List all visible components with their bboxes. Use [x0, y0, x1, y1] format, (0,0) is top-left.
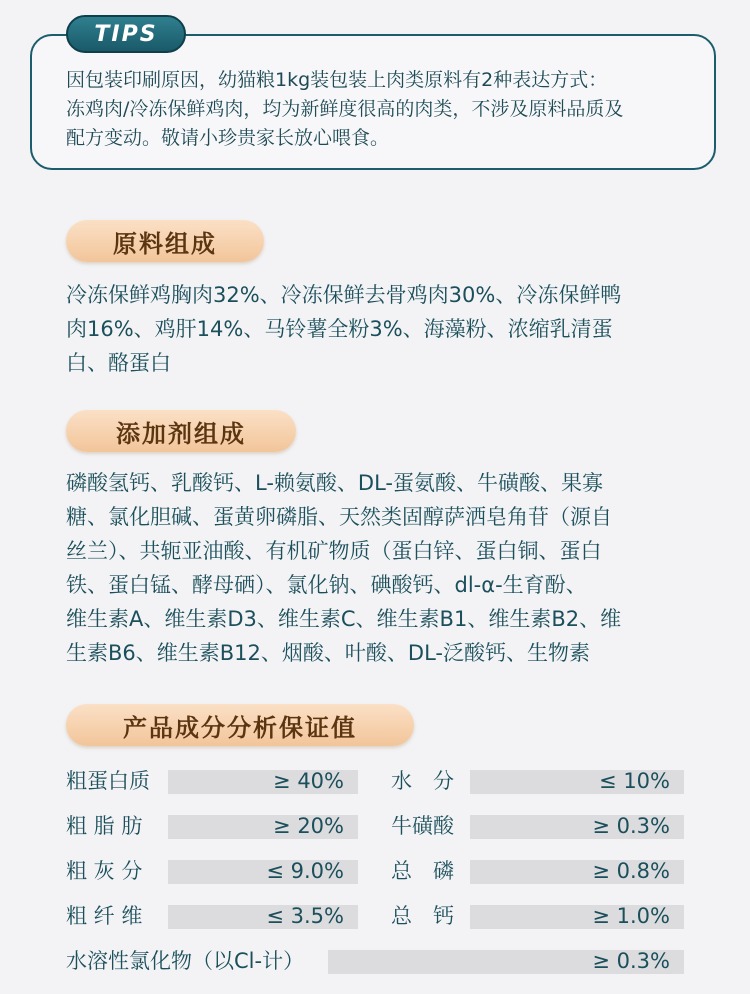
ingredients-text	[66, 278, 696, 380]
analysis-value: ≤ 10%	[599, 769, 670, 793]
tips-line: 因包装印刷原因，幼猫粮1kg装包装上肉类原料有2种表达方式：	[66, 69, 608, 91]
additives-text	[66, 466, 696, 670]
analysis-value: ≥ 1.0%	[592, 904, 670, 928]
analysis-row	[0, 813, 750, 839]
analysis-title: 产品成分分析保证值	[66, 704, 414, 746]
analysis-value: ≤ 9.0%	[266, 859, 344, 883]
analysis-row	[0, 768, 750, 794]
analysis-label: 粗 灰 分	[66, 859, 143, 883]
analysis-label: 粗蛋白质	[66, 769, 150, 793]
analysis-label: 粗 纤 维	[66, 904, 143, 928]
tips-badge: TIPS	[66, 15, 186, 53]
additives-line: 生素B6、维生素B12、烟酸、叶酸、DL-泛酸钙、生物素	[66, 641, 590, 665]
additives-line: 磷酸氢钙、乳酸钙、L-赖氨酸、DL-蛋氨酸、牛磺酸、果寡	[66, 471, 603, 495]
additives-line: 糖、氯化胆碱、蛋黄卵磷脂、天然类固醇萨洒皂角苷（源自	[66, 505, 612, 529]
additives-line: 丝兰）、共轭亚油酸、有机矿物质（蛋白锌、蛋白铜、蛋白	[66, 539, 602, 563]
tips-line: 配方变动。敬请小珍贵家长放心喂食。	[66, 127, 390, 149]
tips-line: 冻鸡肉/冷冻保鲜鸡肉，均为新鲜度很高的肉类，不涉及原料品质及	[66, 98, 624, 120]
ingredients-line: 冷冻保鲜鸡胸肉32%、冷冻保鲜去骨鸡肉30%、冷冻保鲜鸭	[66, 283, 622, 307]
analysis-row-full	[0, 948, 750, 974]
analysis-label: 总 磷	[391, 859, 454, 883]
additives-line: 维生素A、维生素D3、维生素C、维生素B1、维生素B2、维	[66, 607, 622, 631]
analysis-label: 粗 脂 肪	[66, 814, 143, 838]
tips-text	[66, 66, 706, 153]
analysis-label: 水溶性氯化物（以Cl-计）	[66, 949, 305, 973]
additives-title: 添加剂组成	[66, 410, 296, 452]
ingredients-line: 肉16%、鸡肝14%、马铃薯全粉3%、海藻粉、浓缩乳清蛋	[66, 317, 613, 341]
analysis-label: 水 分	[391, 769, 454, 793]
analysis-label: 牛磺酸	[391, 814, 454, 838]
ingredients-line: 白、酪蛋白	[66, 351, 171, 375]
analysis-label: 总 钙	[391, 904, 454, 928]
analysis-row	[0, 858, 750, 884]
analysis-value: ≥ 0.3%	[592, 814, 670, 838]
analysis-row	[0, 903, 750, 929]
analysis-value: ≥ 0.8%	[592, 859, 670, 883]
additives-line: 铁、蛋白锰、酵母硒）、氯化钠、碘酸钙、dl-α-生育酚、	[66, 573, 587, 597]
ingredients-title: 原料组成	[66, 220, 264, 262]
analysis-value: ≥ 0.3%	[592, 949, 670, 973]
analysis-value: ≥ 40%	[273, 769, 344, 793]
analysis-value: ≤ 3.5%	[266, 904, 344, 928]
analysis-value: ≥ 20%	[273, 814, 344, 838]
